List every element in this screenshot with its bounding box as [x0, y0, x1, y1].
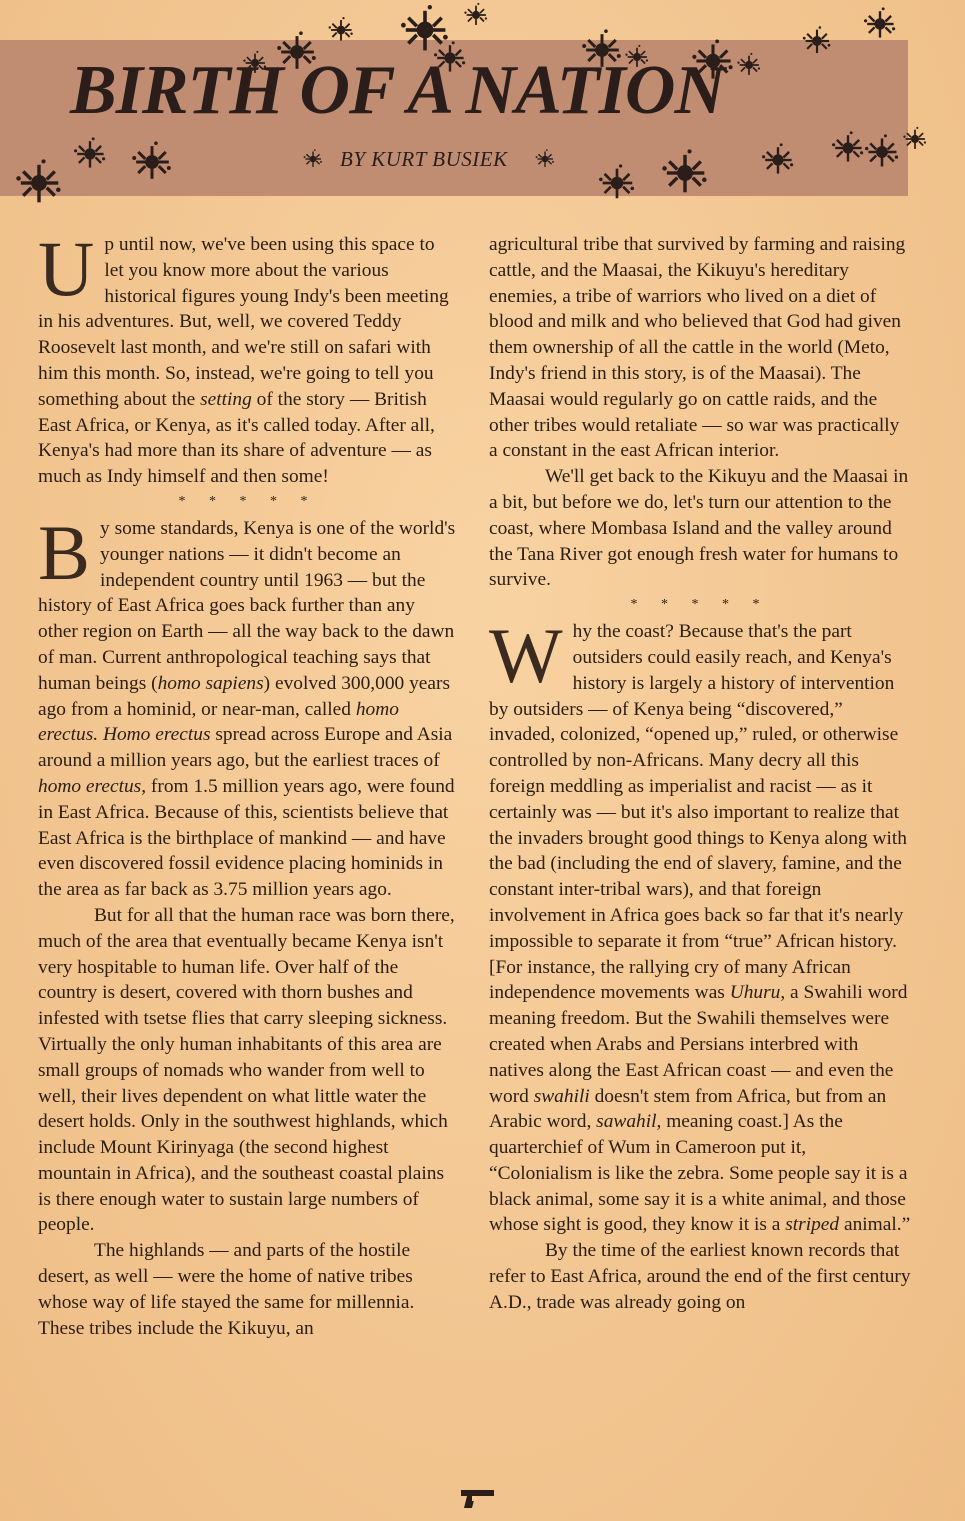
- ink-splat-icon: [760, 142, 796, 178]
- ink-splat-icon: [830, 130, 866, 166]
- ink-splat-icon: [862, 6, 898, 42]
- right-column: [489, 232, 911, 1316]
- ink-splat-icon: [458, 0, 494, 30]
- ink-splat-icon: [325, 14, 357, 46]
- paragraph-outsiders: Why the coast? Because that's the part outsiders could easily reach, and Kenya's history is largely a history of intervention by outsiders — of Kenya being “discovered,” invaded, colonized, “opened up,” ruled, or otherwise controlled by non-Africans. Many decry all this foreign meddling as imperialist and racist — as it certainly was — but it's also important to realize that the invaders brought good things to Kenya along with the bad (including the end of slavery, famine, and the constant inter-tribal wars), and that foreign involvement in Africa goes back so far that it's nearly impossible to separate it from “true” African history. [For instance, the rallying cry of many African independence movements was Uhuru, a Swahili word meaning freedom. But the Swahili themselves were created when Arabs and Persians interbred with natives along the East African coast — and even the word swahili doesn't stem from Africa, but from an Arabic word, sawahil, meaning coast.] As the quarterchief of Wum in Cameroon put it, “Colonialism is like the zebra. Some people say it is a black animal, some say it is a white animal, and those whose sight is good, they know it is a striped animal.”: [489, 612, 911, 1236]
- ink-splat-icon: [800, 24, 834, 58]
- ink-splat-icon: [72, 136, 108, 172]
- section-separator: * * * * *: [178, 493, 318, 509]
- paragraph-tribes-continued: agricultural tribe that survived by farming and raising cattle, and the Maasai, the Kikuyu's hereditary enemies, a tribe of warriors who lived on a diet of blood and milk and who believed that God had given them ownership of all the cattle in the world (Meto, Indy's friend in this story, is of the Maasai). The Maasai would regularly go on cattle raids, and the other tribes would retaliate — so war was practically a constant in the east African interior.: [489, 234, 906, 462]
- left-column: [38, 225, 458, 1341]
- paragraph-geography: But for all that the human race was born there, much of the area that eventually became Kenya isn't very hospitable to human life. Over half of the country is desert, covered with thorn bushes and infested with tsetse flies that carry sleeping sickness. Virtually the only human inhabitants of this area are small groups of nomads who wander from well to well, their lives dependent on what little water the desert holds. Only in the southwest highlands, which include Mount Kirinyaga (the second highest mountain in Africa), and the southeast coastal plains is there enough water to sustain large numbers of people.: [38, 904, 455, 1236]
- paragraph-history: By some standards, Kenya is one of the world's younger nations — it didn't become an independent country until 1963 — but the history of East Africa goes back further than any other region on Earth — all the way back to the dawn of man. Current anthropological teaching says that human beings (homo sapiens) evolved 300,000 years ago from a hominid, or near-man, called homo erectus. Homo erectus spread across Europe and Asia around a million years ago, but the earliest traces of homo erectus, from 1.5 million years ago, were found in East Africa. Because of this, scientists believe that East Africa is the birthplace of mankind — and have even discovered fossil evidence placing hominids in the area as far back as 3.75 million years ago.: [38, 508, 456, 901]
- paragraph-coast: We'll get back to the Kikuyu and the Maasai in a bit, but before we do, let's turn our attention to the coast, where Mombasa Island and the valley around the Tana River got enough fresh water for humans to survive.: [489, 466, 909, 591]
- ink-splat-icon: [900, 124, 930, 154]
- article-title: BIRTH OF A NATION: [70, 52, 725, 129]
- drop-cap: B: [38, 508, 91, 596]
- ink-splat-icon: [862, 132, 902, 172]
- ink-splat-icon: [130, 140, 174, 184]
- drop-cap: U: [38, 225, 95, 312]
- pistol-icon: [459, 1486, 497, 1510]
- ink-splat-icon: [530, 146, 560, 172]
- section-separator: * * * * *: [630, 597, 770, 613]
- ink-splat-icon: [298, 146, 328, 172]
- drop-cap: W: [489, 612, 563, 700]
- ink-splat-icon: [660, 148, 710, 198]
- ink-splat-icon: [14, 158, 64, 208]
- paragraph-tribes: The highlands — and parts of the hostile desert, as well — were the home of native tribes whose way of life stayed the same for millennia. These tribes include the Kikuyu, an: [38, 1240, 415, 1339]
- byline: BY KURT BUSIEK: [340, 147, 508, 171]
- paragraph-trade: By the time of the earliest known records that refer to East Africa, around the end of the first century A.D., trade was already going on: [489, 1240, 911, 1313]
- ink-splat-icon: [598, 164, 636, 202]
- paragraph-intro: Up until now, we've been using this space to let you know more about the various historical figures young Indy's been meeting in his adventures. But, well, we covered Teddy Roosevelt last month, and we're still on safari with him this month. So, instead, we're going to tell you something about the setting of the story — British East Africa, or Kenya, as it's called today. After all, Kenya's had more than its share of adventure — as much as Indy himself and then some!: [38, 225, 449, 488]
